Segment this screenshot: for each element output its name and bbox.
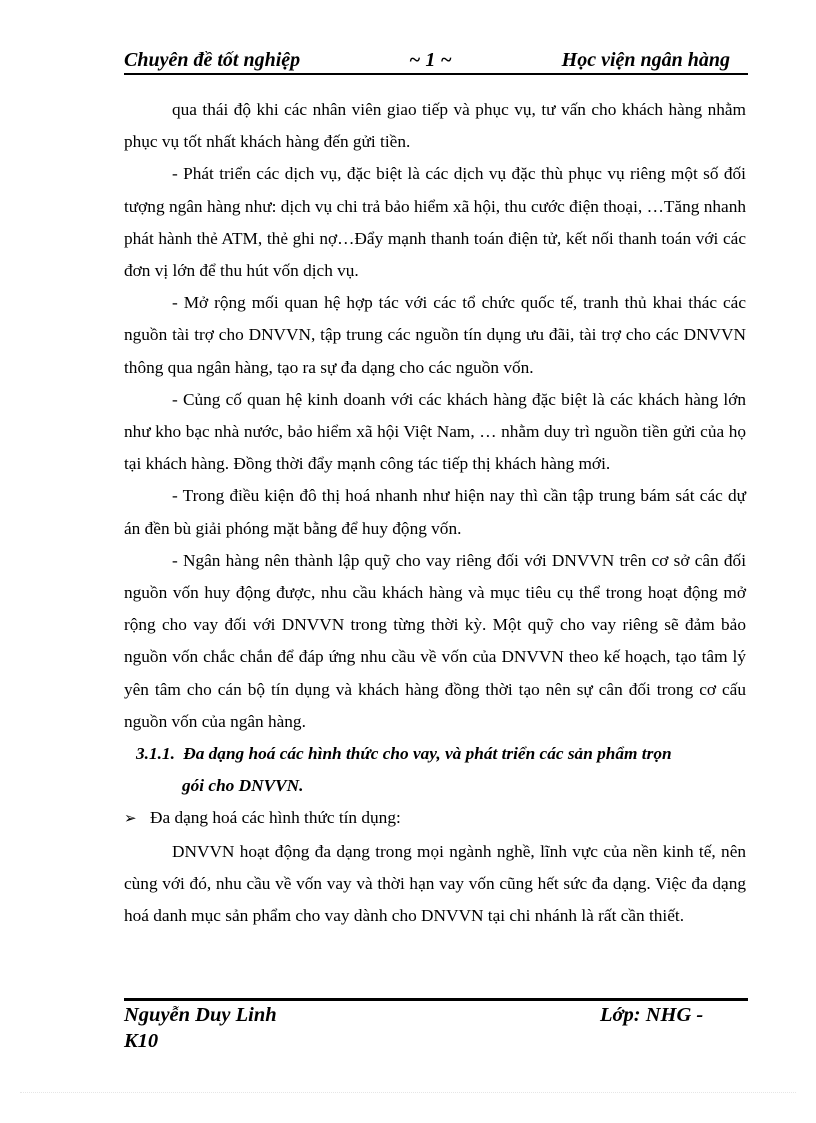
footer-divider <box>124 998 748 1001</box>
arrow-bullet-icon: ➢ <box>124 811 137 828</box>
page-bottom-dotted-line <box>20 1092 796 1093</box>
paragraph-urbanization: - Trong điều kiện đô thị hoá nhanh như hiện nay thì cần tập trung bám sát các dự án đền bù giải phóng mặt bằng để huy động vốn. <box>124 486 746 538</box>
paragraph-international-cooperation: - Mở rộng mối quan hệ hợp tác với các tổ chức quốc tế, tranh thủ khai thác các nguồn tài trợ cho DNVVN, tập trung các nguồn tín dụng ưu đãi, tài trợ cho các DNVVN thông qua ngân hàng, tạo ra sự đa dạng cho các nguồn vốn. <box>124 293 746 377</box>
paragraph-loan-fund: - Ngân hàng nên thành lập quỹ cho vay riêng đối với DNVVN trên cơ sở cân đối nguồn vốn huy động được, nhu cầu khách hàng và mục tiêu cụ thể trong hoạt động mở rộng cho vay đối với DNVVN trong từng thời kỳ. Một quỹ cho vay riêng sẽ đảm bảo nguồn vốn chắc chắn để đáp ứng nhu cầu về vốn của DNVVN theo kế hoạch, tạo tâm lý yên tâm cho cán bộ tín dụng và khách hàng đồng thời tạo nên sự cân đối trong cơ cấu nguồn vốn của ngân hàng. <box>124 550 746 731</box>
section-title-line2: gói cho DNVVN. <box>182 776 304 796</box>
footer-class: Lớp: NHG - <box>600 1004 704 1026</box>
header-divider <box>124 73 748 75</box>
paragraph-services: - Phát triển các dịch vụ, đặc biệt là các dịch vụ đặc thù phục vụ riêng một số đối tượng ngân hàng như: dịch vụ chi trả bảo hiểm xã hội, thu cước điện thoại, …Tăng nhanh phát hành thẻ ATM, thẻ ghi nợ…Đẩy mạnh thanh toán điện tử, kết nối thanh toán với các đơn vị lớn để thu hút vốn dịch vụ. <box>124 164 746 281</box>
paragraph-diversification: DNVVN hoạt động đa dạng trong mọi ngành nghề, lĩnh vực của nền kinh tế, nên cùng với đó, nhu cầu về vốn vay và thời hạn vay vốn cũng hết sức đa dạng. Việc đa dạng hoá danh mục sản phẩm cho vay dành cho DNVVN tại chi nhánh là rất cần thiết. <box>124 841 746 926</box>
header-page-number: ~ 1 ~ <box>409 49 452 71</box>
paragraph-continuation: qua thái độ khi các nhân viên giao tiếp và phục vụ, tư vấn cho khách hàng nhằm phục vụ tốt nhất khách hàng đến gửi tiền. <box>124 100 746 152</box>
section-number: 3.1.1. <box>136 744 175 764</box>
page-body <box>124 94 746 932</box>
footer-author: Nguyễn Duy Linh <box>124 1004 277 1026</box>
bullet-item <box>124 802 746 835</box>
page-header <box>124 46 748 76</box>
bullet-text: Đa dạng hoá các hình thức tín dụng: <box>150 808 401 828</box>
footer-class-suffix: K10 <box>124 1030 159 1052</box>
section-title-line1: Đa dạng hoá các hình thức cho vay, và phát triển các sản phẩm trọn <box>183 744 672 764</box>
section-heading <box>124 738 746 802</box>
paragraph-customer-relations: - Củng cố quan hệ kinh doanh với các khách hàng đặc biệt là các khách hàng lớn như kho bạc nhà nước, bảo hiểm xã hội Việt Nam, … nhằm duy trì nguồn tiền gửi của họ tại khách hàng. Đồng thời đẩy mạnh công tác tiếp thị khách hàng mới. <box>124 389 746 474</box>
header-document-type: Chuyên đề tốt nghiệp <box>124 49 301 71</box>
header-institution: Học viện ngân hàng <box>561 49 730 71</box>
